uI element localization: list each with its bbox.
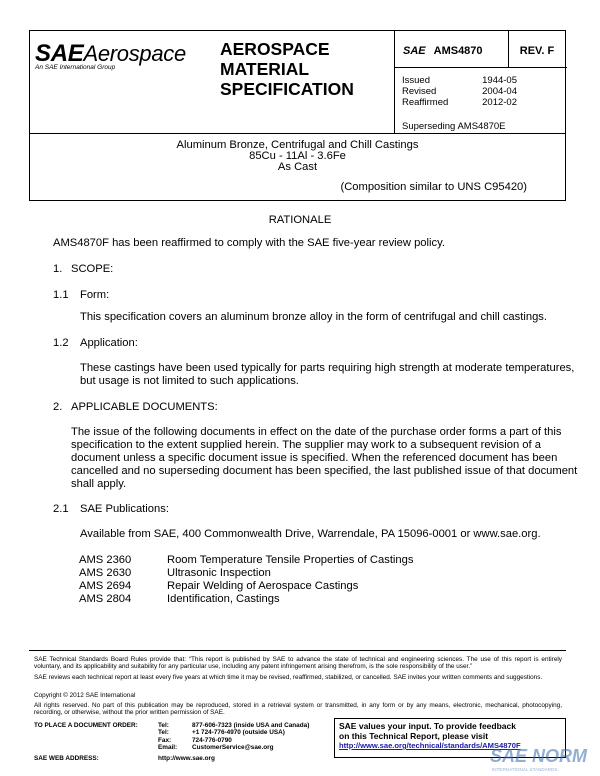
review-note: SAE reviews each technical report at least every five years at which time it may be revised, reaffirmed, stabilized, or cancelled. SAE invites your written comments and suggestions. bbox=[34, 674, 543, 681]
date-row-issued bbox=[402, 75, 517, 86]
logo-aerospace: Aerospace bbox=[83, 41, 186, 66]
section-2-text-line1: The issue of the following documents in effect on the date of the purchase order forms a part of this bbox=[71, 426, 562, 438]
section-1-2-text-line2: but usage is not limited to such applications. bbox=[80, 375, 299, 387]
date-row-revised bbox=[402, 86, 517, 97]
document-type-title bbox=[220, 39, 390, 99]
header-divider bbox=[394, 31, 395, 134]
rationale-heading: RATIONALE bbox=[268, 214, 332, 226]
section-1-2-text-line1: These castings have been used typically for parts requiring high strength at moderate temperatures, bbox=[80, 362, 575, 374]
web-address bbox=[34, 755, 215, 762]
document-number bbox=[403, 45, 483, 57]
section-2-text-line2: specification to the extent supplied herein. The supplier may work to a subsequent revision of a bbox=[71, 439, 541, 451]
reference-title: Repair Welding of Aerospace Castings bbox=[167, 580, 359, 592]
contact-value: 724-776-0790 bbox=[192, 736, 232, 744]
watermark-subtext: INTERNATIONAL STANDARDS bbox=[492, 767, 558, 772]
section-1-2-title: Application: bbox=[80, 337, 138, 349]
contact-value: +1 724-776-4970 (outside USA) bbox=[192, 729, 285, 737]
order-label: TO PLACE A DOCUMENT ORDER: bbox=[34, 722, 138, 729]
rights-note: All rights reserved. No part of this publication may be reproduced, stored in a retrieval system or transmitted, in any form or by any means, electronic, mechanical, photocopying, recording, or otherwise, without the prior written permission of SAE. bbox=[34, 702, 562, 717]
section-2-number: 2. bbox=[53, 401, 63, 413]
section-2-text-line5: shall apply. bbox=[71, 478, 127, 490]
copyright-line: Copyright © 2012 SAE International bbox=[34, 692, 136, 699]
date-value: 2012-02 bbox=[482, 97, 517, 108]
section-1-number: 1. bbox=[53, 263, 63, 275]
title-line-1: AEROSPACE bbox=[220, 39, 330, 59]
sae-norm-watermark bbox=[488, 740, 598, 774]
date-history bbox=[402, 75, 517, 108]
subject-condition: As Cast bbox=[277, 161, 318, 173]
spec-header bbox=[29, 30, 566, 134]
section-1-1-title: Form: bbox=[80, 289, 110, 301]
logo-tagline: An SAE International Group bbox=[35, 64, 116, 71]
contact-email[interactable]: CustomerService@sae.org bbox=[192, 744, 274, 752]
contact-label: Tel: bbox=[158, 729, 169, 737]
contact-value: 877-606-7323 (inside USA and Canada) bbox=[192, 722, 310, 729]
title-line-2: MATERIAL bbox=[220, 59, 310, 79]
reference-row bbox=[79, 567, 271, 580]
reference-title: Identification, Castings bbox=[167, 593, 280, 605]
reference-code: AMS 2694 bbox=[79, 580, 132, 592]
feedback-link[interactable]: http://www.sae.org/technical/standards/AMS4870F bbox=[339, 741, 521, 750]
revision-label: REV. F bbox=[519, 45, 555, 57]
order-contacts bbox=[34, 722, 309, 752]
date-label: Reaffirmed bbox=[402, 97, 449, 108]
web-label: SAE WEB ADDRESS: bbox=[34, 755, 99, 762]
section-2-title: APPLICABLE DOCUMENTS: bbox=[71, 401, 218, 413]
reference-row bbox=[79, 593, 280, 606]
watermark-text: SAE NORM bbox=[490, 746, 588, 766]
reference-title: Ultrasonic Inspection bbox=[167, 567, 271, 579]
contact-row bbox=[34, 744, 309, 751]
contact-row bbox=[34, 722, 309, 729]
uns-equivalent: (Composition similar to UNS C95420) bbox=[340, 181, 527, 193]
contact-row bbox=[34, 737, 309, 744]
board-rules-note: SAE Technical Standards Board Rules provide that: “This report is published by SAE to advance the state of technical and engineering sciences. The use of this report is entirely voluntary, and its applicability and suitability for any particular use, including any patent infringement arising therefrom, is the sole responsibility of the user.” bbox=[34, 656, 562, 671]
rationale-text: AMS4870F has been reaffirmed to comply with the SAE five-year review policy. bbox=[53, 237, 445, 249]
section-1-2-number: 1.2 bbox=[53, 337, 69, 349]
subject-composition: 85Cu - 11Al - 3.6Fe bbox=[249, 150, 346, 162]
date-value: 2004-04 bbox=[482, 86, 517, 97]
subject-title: Aluminum Bronze, Centrifugal and Chill Castings bbox=[176, 139, 419, 151]
logo-cell bbox=[30, 31, 210, 134]
doc-number-text: AMS4870 bbox=[433, 45, 483, 57]
date-label: Issued bbox=[402, 75, 430, 86]
logo-sae: SAE bbox=[35, 40, 84, 67]
contact-label: Email: bbox=[158, 744, 178, 752]
reference-code: AMS 2804 bbox=[79, 593, 132, 605]
footer-divider bbox=[29, 650, 566, 651]
section-2-1-title: SAE Publications: bbox=[80, 503, 169, 515]
section-1-1-text: This specification covers an aluminum bronze alloy in the form of centrifugal and chill castings. bbox=[80, 311, 547, 323]
reference-row bbox=[79, 554, 413, 567]
subject-block bbox=[29, 134, 566, 201]
reference-code: AMS 2630 bbox=[79, 567, 132, 579]
feedback-line-2: on this Technical Report, please visit bbox=[339, 731, 489, 741]
reference-title: Room Temperature Tensile Properties of Castings bbox=[167, 554, 414, 566]
section-2-text-line4: cancelled and no superseding document has been specified, the last published issue of that document bbox=[71, 465, 578, 477]
reference-row bbox=[79, 580, 358, 593]
section-2-1-number: 2.1 bbox=[53, 503, 69, 515]
date-row-reaffirmed bbox=[402, 97, 517, 108]
superseding-note: Superseding AMS4870E bbox=[402, 121, 506, 132]
contact-row bbox=[34, 729, 309, 736]
section-1-title: SCOPE: bbox=[71, 263, 114, 275]
section-2-text-line3: document unless a specific document issue is specified. When the referenced document has been bbox=[71, 452, 558, 464]
sae-small-logo: SAE bbox=[403, 45, 426, 57]
reference-code: AMS 2360 bbox=[79, 554, 132, 566]
web-link[interactable]: http://www.sae.org bbox=[158, 755, 215, 762]
section-1-1-number: 1.1 bbox=[53, 289, 69, 301]
contact-label: Tel: bbox=[158, 722, 169, 729]
section-2-1-text: Available from SAE, 400 Commonwealth Drive, Warrendale, PA 15096-0001 or www.sae.org. bbox=[80, 528, 541, 540]
date-label: Revised bbox=[402, 86, 437, 97]
docnum-underline bbox=[394, 67, 567, 68]
feedback-line-1: SAE values your input. To provide feedback bbox=[339, 721, 516, 731]
date-value: 1944-05 bbox=[482, 75, 517, 86]
title-line-3: SPECIFICATION bbox=[220, 79, 354, 99]
contact-label: Fax: bbox=[158, 736, 172, 744]
